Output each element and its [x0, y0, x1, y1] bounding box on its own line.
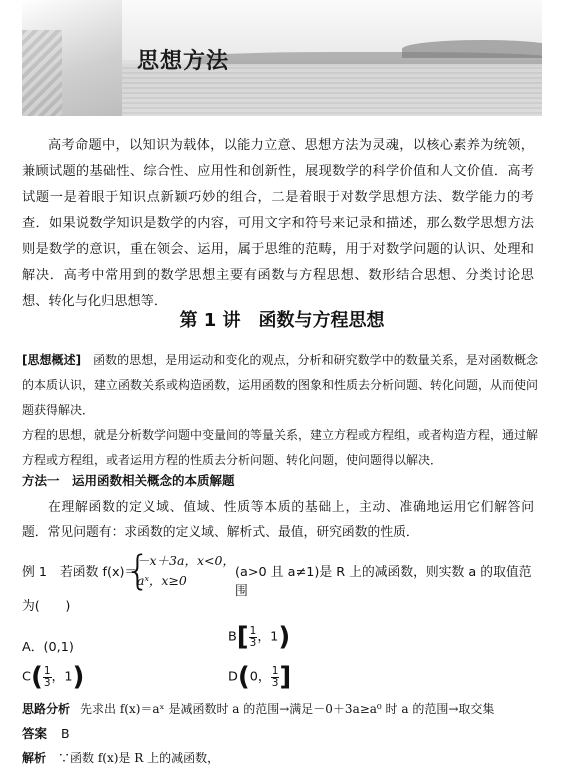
- example-question: [22, 548, 542, 614]
- solution-text: ∵函数 f(x)是 R 上的减函数，: [58, 751, 220, 765]
- option-c-after: ，1: [51, 669, 73, 685]
- banner-corner-pattern: [22, 30, 62, 116]
- piecewise-case-1: －x＋3a，x<0，: [137, 553, 235, 568]
- option-d-numerator: 1: [271, 664, 279, 677]
- option-b: [228, 624, 290, 650]
- analysis-line: [22, 700, 494, 717]
- option-d-denominator: 3: [271, 676, 279, 689]
- method-description: 在理解函数的定义域、值域、性质等本质的基础上，主动、准确地运用它们解答问题．常见问题有：求函数的定义域、解析式、最值，研究函数的性质．: [22, 500, 534, 540]
- option-c: [22, 664, 84, 690]
- option-a: A．(0,1): [22, 640, 74, 655]
- option-d-bracket-left: (: [237, 662, 250, 692]
- intro-paragraph: 高考命题中，以知识为载体，以能力立意、思想方法为灵魂，以核心素养为统领，兼顾试题的基础性、综合性、应用性和创新性，展现数学的科学价值和人文价值．高考试题一是着眼于知识点新颖巧妙的组合，二是着眼于对数学思想方法、数学能力的考查．如果说数学知识是数学的内容，可用文字和符号来记录和描述，那么数学思想方法则是数学的意识，重在领会、运用，属于思维的范畴，用于对数学问题的认识、处理和解决．高考中常用到的数学思想主要有函数与方程思想、数形结合思想、分类讨论思想、转化与化归思想等．: [22, 138, 534, 309]
- option-d-before: 0，: [249, 669, 271, 685]
- overview-para-2: 方程的思想，就是分析数学问题中变量间的等量关系，建立方程或方程组，或者构造方程，通过解方程或方程组，或者运用方程的性质去分析问题、转化问题，使问题得以解决．: [22, 428, 539, 467]
- option-b-bracket-right: ): [278, 622, 291, 652]
- example-lead: 若函数 f(x)＝: [60, 565, 138, 580]
- option-d-bracket-right: ]: [279, 662, 292, 692]
- piecewise-brace: {: [125, 548, 151, 594]
- solution-line: [22, 749, 219, 766]
- option-c-letter: C: [22, 669, 31, 685]
- analysis-text: 先求出 f(x)＝aˣ 是减函数时 a 的范围→满足－0＋3a≥a⁰ 时 a 的范围→取交集: [80, 702, 495, 716]
- option-c-denominator: 3: [43, 676, 51, 689]
- solution-label: 解析: [22, 751, 47, 765]
- overview-text-1: 函数的思想，是用运动和变化的观点，分析和研究数学中的数量关系，是对函数概念的本质认识，建立函数关系或构造函数，运用函数的图象和性质去分析问题、转化问题，从而使问题获得解决．: [22, 353, 539, 417]
- option-c-bracket-left: (: [30, 662, 43, 692]
- answer-line: [22, 724, 70, 742]
- option-c-bracket-right: ): [72, 662, 85, 692]
- option-c-fraction: [43, 666, 52, 689]
- example-tail: 为( ): [22, 599, 71, 614]
- answer-label: 答案: [22, 726, 48, 741]
- option-d-letter: D: [228, 669, 238, 685]
- option-c-numerator: 1: [43, 664, 51, 677]
- analysis-label: 思路分析: [22, 702, 71, 716]
- method-heading: 方法一 运用函数相关概念的本质解题: [22, 473, 235, 488]
- section-title: 思想方法: [137, 49, 230, 74]
- overview-tag: [思想概述]: [22, 353, 82, 367]
- overview-para-1: [22, 348, 538, 423]
- header-banner: [22, 0, 542, 116]
- option-b-bracket-left: [: [236, 622, 249, 652]
- example-condition: (a>0 且 a≠1)是 R 上的减函数，则实数 a 的取值范围: [235, 565, 532, 599]
- lecture-title: 第 1 讲 函数与方程思想: [179, 310, 385, 331]
- banner-hills: [402, 40, 542, 58]
- option-b-letter: B: [228, 629, 237, 645]
- option-b-numerator: 1: [249, 624, 257, 637]
- piecewise-case-2: aˣ，x≥0: [137, 573, 187, 588]
- option-d-fraction: [271, 666, 280, 689]
- overview-block: [22, 348, 538, 473]
- example-label: 例 1: [22, 565, 48, 580]
- answer-value: B: [61, 726, 70, 741]
- option-d: [228, 664, 291, 690]
- option-b-denominator: 3: [249, 636, 257, 649]
- option-b-after: ，1: [257, 629, 279, 645]
